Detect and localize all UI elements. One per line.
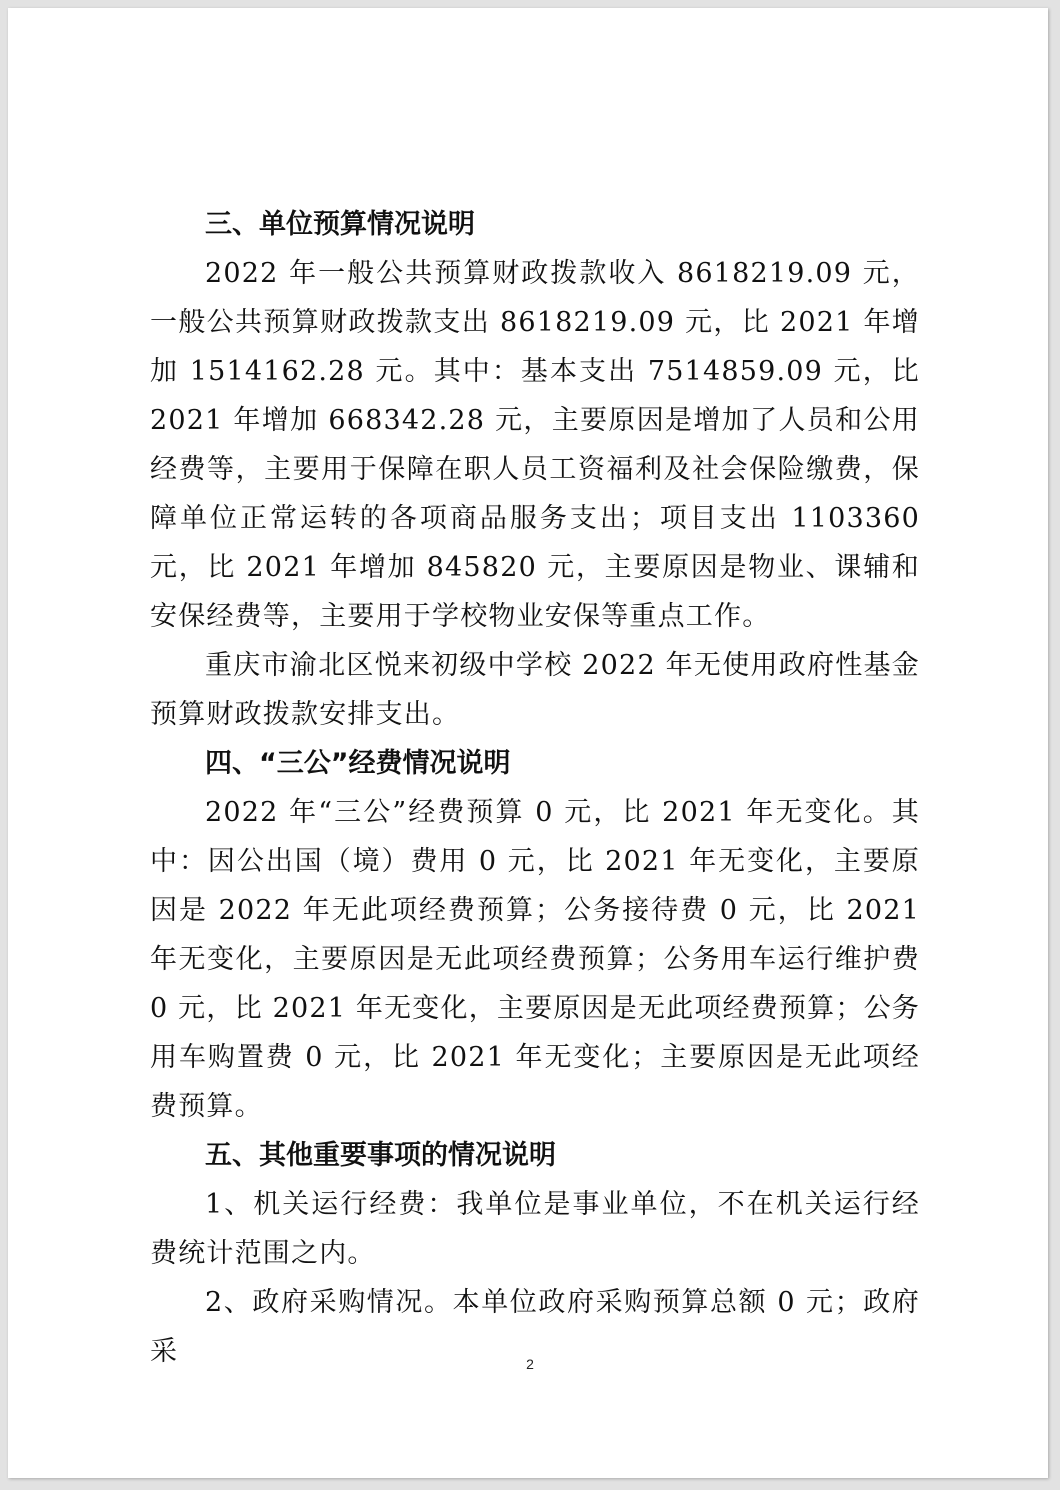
section-heading-three-public: 四、“三公”经费情况说明 (205, 748, 511, 779)
paragraph-government-procurement: 2、政府采购情况。本单位政府采购预算总额 0 元；政府采 (150, 1287, 920, 1367)
page-number: 2 (526, 1356, 534, 1372)
paragraph-government-fund: 重庆市渝北区悦来初级中学校 2022 年无使用政府性基金预算财政拨款安排支出。 (150, 650, 920, 730)
section-heading-budget: 三、单位预算情况说明 (205, 209, 475, 240)
paragraph-operating-expenses: 1、机关运行经费：我单位是事业单位，不在机关运行经费统计范围之内。 (150, 1189, 920, 1269)
paragraph-budget-income-expenditure: 2022 年一般公共预算财政拨款收入 8618219.09 元，一般公共预算财政拨款支出 8618219.09 元，比 2021 年增加 1514162.28 元。其中：基本支出 7514859.09 元，比 2021 年增加 668342.28 元，主要原因是增加了人员和公用经费等，主要用于保障在职人员工资福利及社会保险缴费，保障单位正常运转的各项商品服务支出；项目支出 1103360 元，比 2021 年增加 845820 元，主要原因是物业、课辅和安保经费等，主要用于学校物业安保等重点工作。 (150, 258, 920, 632)
paragraph-three-public-expenses: 2022 年“三公”经费预算 0 元，比 2021 年无变化。其中：因公出国（境）费用 0 元，比 2021 年无变化，主要原因是 2022 年无此项经费预算；公务接待费 0 元，比 2021 年无变化，主要原因是无此项经费预算；公务用车运行维护费 0 元，比 2021 年无变化，主要原因是无此项经费预算；公务用车购置费 0 元，比 2021 年无变化；主要原因是无此项经费预算。 (150, 797, 920, 1122)
document-body (150, 200, 920, 1376)
section-heading-other-matters: 五、其他重要事项的情况说明 (205, 1140, 556, 1171)
